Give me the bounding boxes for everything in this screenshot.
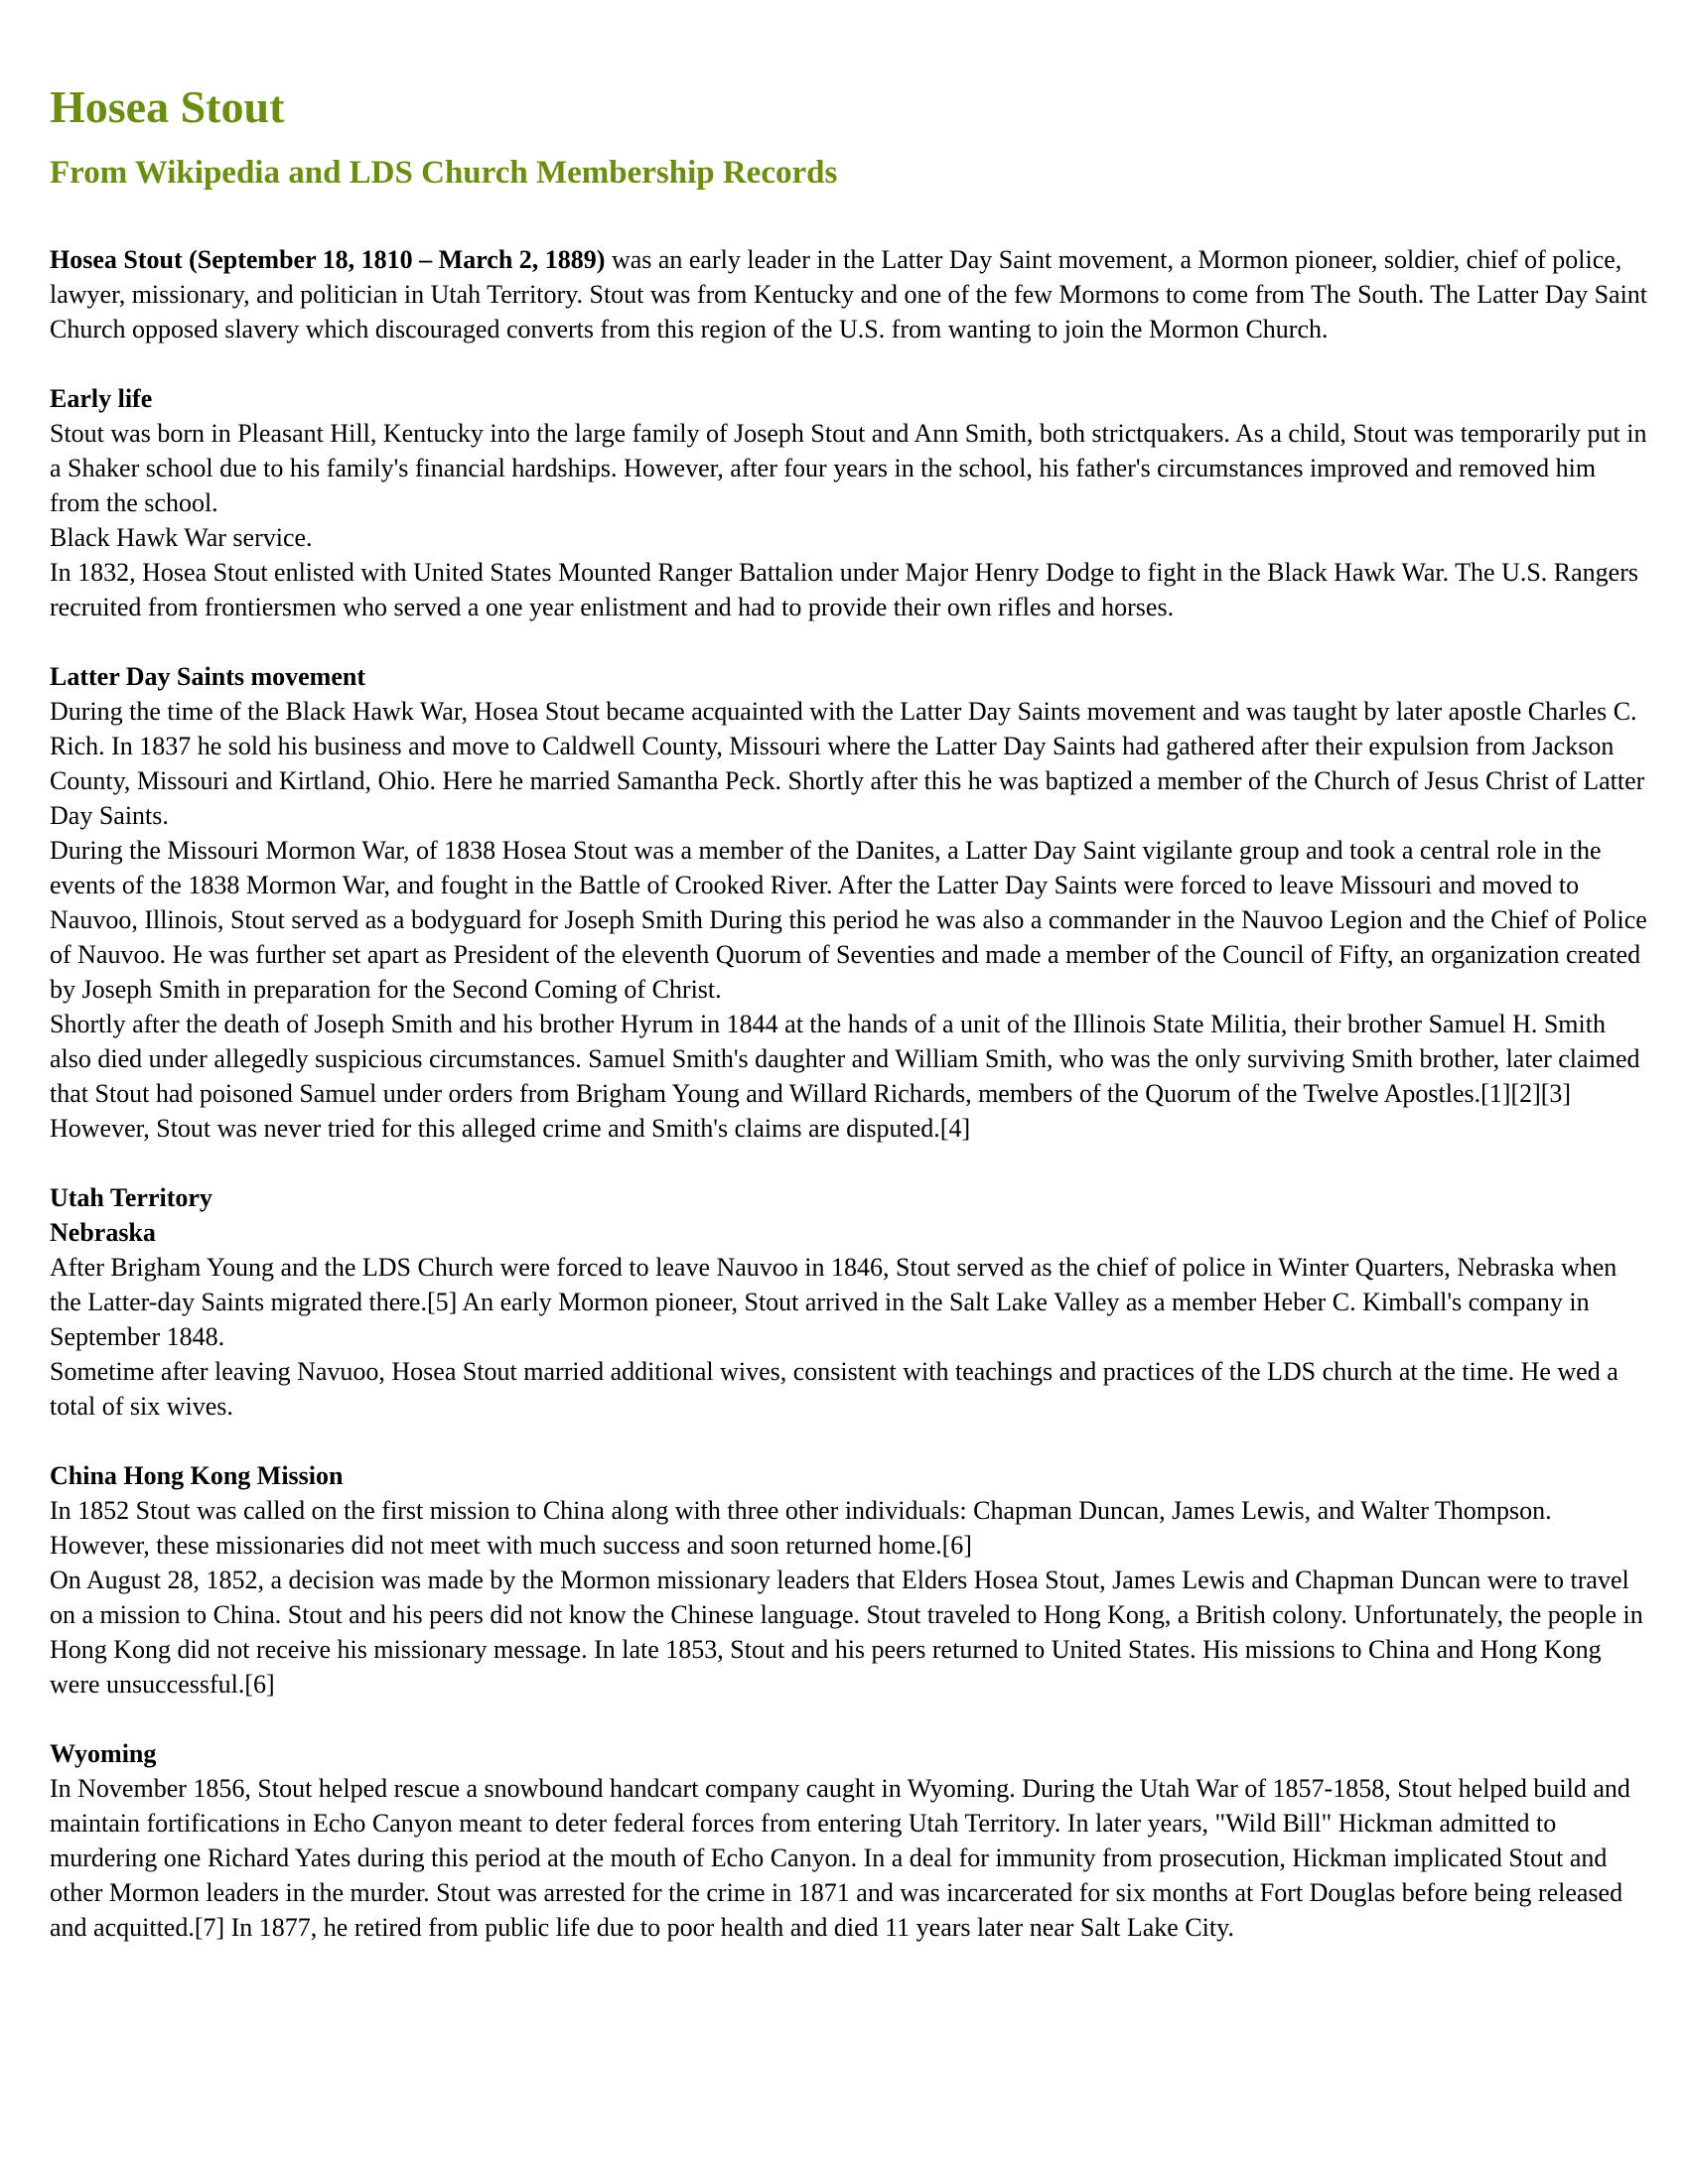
wyoming-paragraph-1: In November 1856, Stout helped rescue a snowbound handcart company caught in Wyoming. During the Utah War of 1857-1858, Stout helped build and maintain fortifications in Echo Canyon meant to deter federal forces from entering Utah Territory. In later years, "Wild Bill" Hickman admitted to murdering one Richard Yates during this period at the mouth of Echo Canyon. In a deal for immunity from prosecution, Hickman implicated Stout and other Mormon leaders in the murder. Stout was arrested for the crime in 1871 and was incarcerated for six months at Fort Douglas before being released and acquitted.[7] In 1877, he retired from public life due to poor health and died 11 years later near Salt Lake City. xyxy=(50,1774,1630,1942)
section-wyoming xyxy=(50,1736,1648,1945)
page-subtitle: From Wikipedia and LDS Church Membership Records xyxy=(50,155,838,191)
document-body xyxy=(50,242,1648,1945)
document-page xyxy=(50,77,1648,1945)
early-life-paragraph-1: Stout was born in Pleasant Hill, Kentucky into the large family of Joseph Stout and Ann Smith, both strictquakers. As a child, Stout was temporarily put in a Shaker school due to his family's financial hardships. However, after four years in the school, his father's circumstances improved and removed him from the school. xyxy=(50,419,1647,517)
page-title: Hosea Stout xyxy=(50,81,285,132)
china-paragraph-2: On August 28, 1852, a decision was made by the Mormon missionary leaders that Elders Hosea Stout, James Lewis and Chapman Duncan were to travel on a mission to China. Stout and his peers did not know the Chinese language. Stout traveled to Hong Kong, a British colony. Unfortunately, the people in Hong Kong did not receive his missionary message. In late 1853, Stout and his peers returned to United States. His missions to China and Hong Kong were unsuccessful.[6] xyxy=(50,1566,1643,1699)
intro-lead: Hosea Stout (September 18, 1810 – March 2, 1889) xyxy=(50,245,606,274)
section-heading-wyoming: Wyoming xyxy=(50,1739,157,1768)
section-heading-china-mission: China Hong Kong Mission xyxy=(50,1461,344,1490)
subsection-heading-nebraska: Nebraska xyxy=(50,1218,156,1247)
lds-movement-paragraph-1: During the time of the Black Hawk War, Hosea Stout became acquainted with the Latter Day Saints movement and was taught by later apostle Charles C. Rich. In 1837 he sold his business and move to Caldwell County, Missouri where the Latter Day Saints had gathered after their expulsion from Jackson County, Missouri and Kirtland, Ohio. Here he married Samantha Peck. Shortly after this he was baptized a member of the Church of Jesus Christ of Latter Day Saints. xyxy=(50,697,1645,830)
early-life-paragraph-2: Black Hawk War service. xyxy=(50,523,313,552)
section-utah-territory xyxy=(50,1180,1648,1424)
china-paragraph-1: In 1852 Stout was called on the first mission to China along with three other individuals: Chapman Duncan, James Lewis, and Walter Thompson. However, these missionaries did not meet with much success and soon returned home.[6] xyxy=(50,1496,1552,1560)
section-china-mission xyxy=(50,1458,1648,1702)
intro-text: was an early leader in the Latter Day Saint movement, a Mormon pioneer, soldier, chief of police, lawyer, missionary, and politician in Utah Territory. Stout was from Kentucky and one of the few Mormons to come from The South. The Latter Day Saint Church opposed slavery which discouraged converts from this region of the U.S. from wanting to join the Mormon Church. xyxy=(50,245,1648,343)
lds-movement-paragraph-3: Shortly after the death of Joseph Smith and his brother Hyrum in 1844 at the hands of a unit of the Illinois State Militia, their brother Samuel H. Smith also died under allegedly suspicious circumstances. Samuel Smith's daughter and William Smith, who was the only surviving Smith brother, later claimed that Stout had poisoned Samuel under orders from Brigham Young and Willard Richards, members of the Quorum of the Twelve Apostles.[1][2][3] However, Stout was never tried for this alleged crime and Smith's claims are disputed.[4] xyxy=(50,1010,1640,1143)
section-heading-early-life: Early life xyxy=(50,384,153,413)
section-early-life xyxy=(50,381,1648,624)
intro-paragraph xyxy=(50,242,1648,346)
utah-paragraph-1: After Brigham Young and the LDS Church were forced to leave Nauvoo in 1846, Stout served as the chief of police in Winter Quarters, Nebraska when the Latter-day Saints migrated there.[5] An early Mormon pioneer, Stout arrived in the Salt Lake Valley as a member Heber C. Kimball's company in September 1848. xyxy=(50,1253,1618,1351)
section-lds-movement xyxy=(50,659,1648,1146)
utah-paragraph-2: Sometime after leaving Navuoo, Hosea Stout married additional wives, consistent with teachings and practices of the LDS church at the time. He wed a total of six wives. xyxy=(50,1357,1618,1421)
lds-movement-paragraph-2: During the Missouri Mormon War, of 1838 Hosea Stout was a member of the Danites, a Latter Day Saint vigilante group and took a central role in the events of the 1838 Mormon War, and fought in the Battle of Crooked River. After the Latter Day Saints were forced to leave Missouri and moved to Nauvoo, Illinois, Stout served as a bodyguard for Joseph Smith During this period he was also a commander in the Nauvoo Legion and the Chief of Police of Nauvoo. He was further set apart as President of the eleventh Quorum of Seventies and made a member of the Council of Fifty, an organization created by Joseph Smith in preparation for the Second Coming of Christ. xyxy=(50,836,1647,1004)
section-heading-utah-territory: Utah Territory xyxy=(50,1183,212,1212)
section-heading-lds-movement: Latter Day Saints movement xyxy=(50,662,365,691)
early-life-paragraph-3: In 1832, Hosea Stout enlisted with United States Mounted Ranger Battalion under Major Henry Dodge to fight in the Black Hawk War. The U.S. Rangers recruited from frontiersmen who served a one year enlistment and had to provide their own rifles and horses. xyxy=(50,558,1639,621)
